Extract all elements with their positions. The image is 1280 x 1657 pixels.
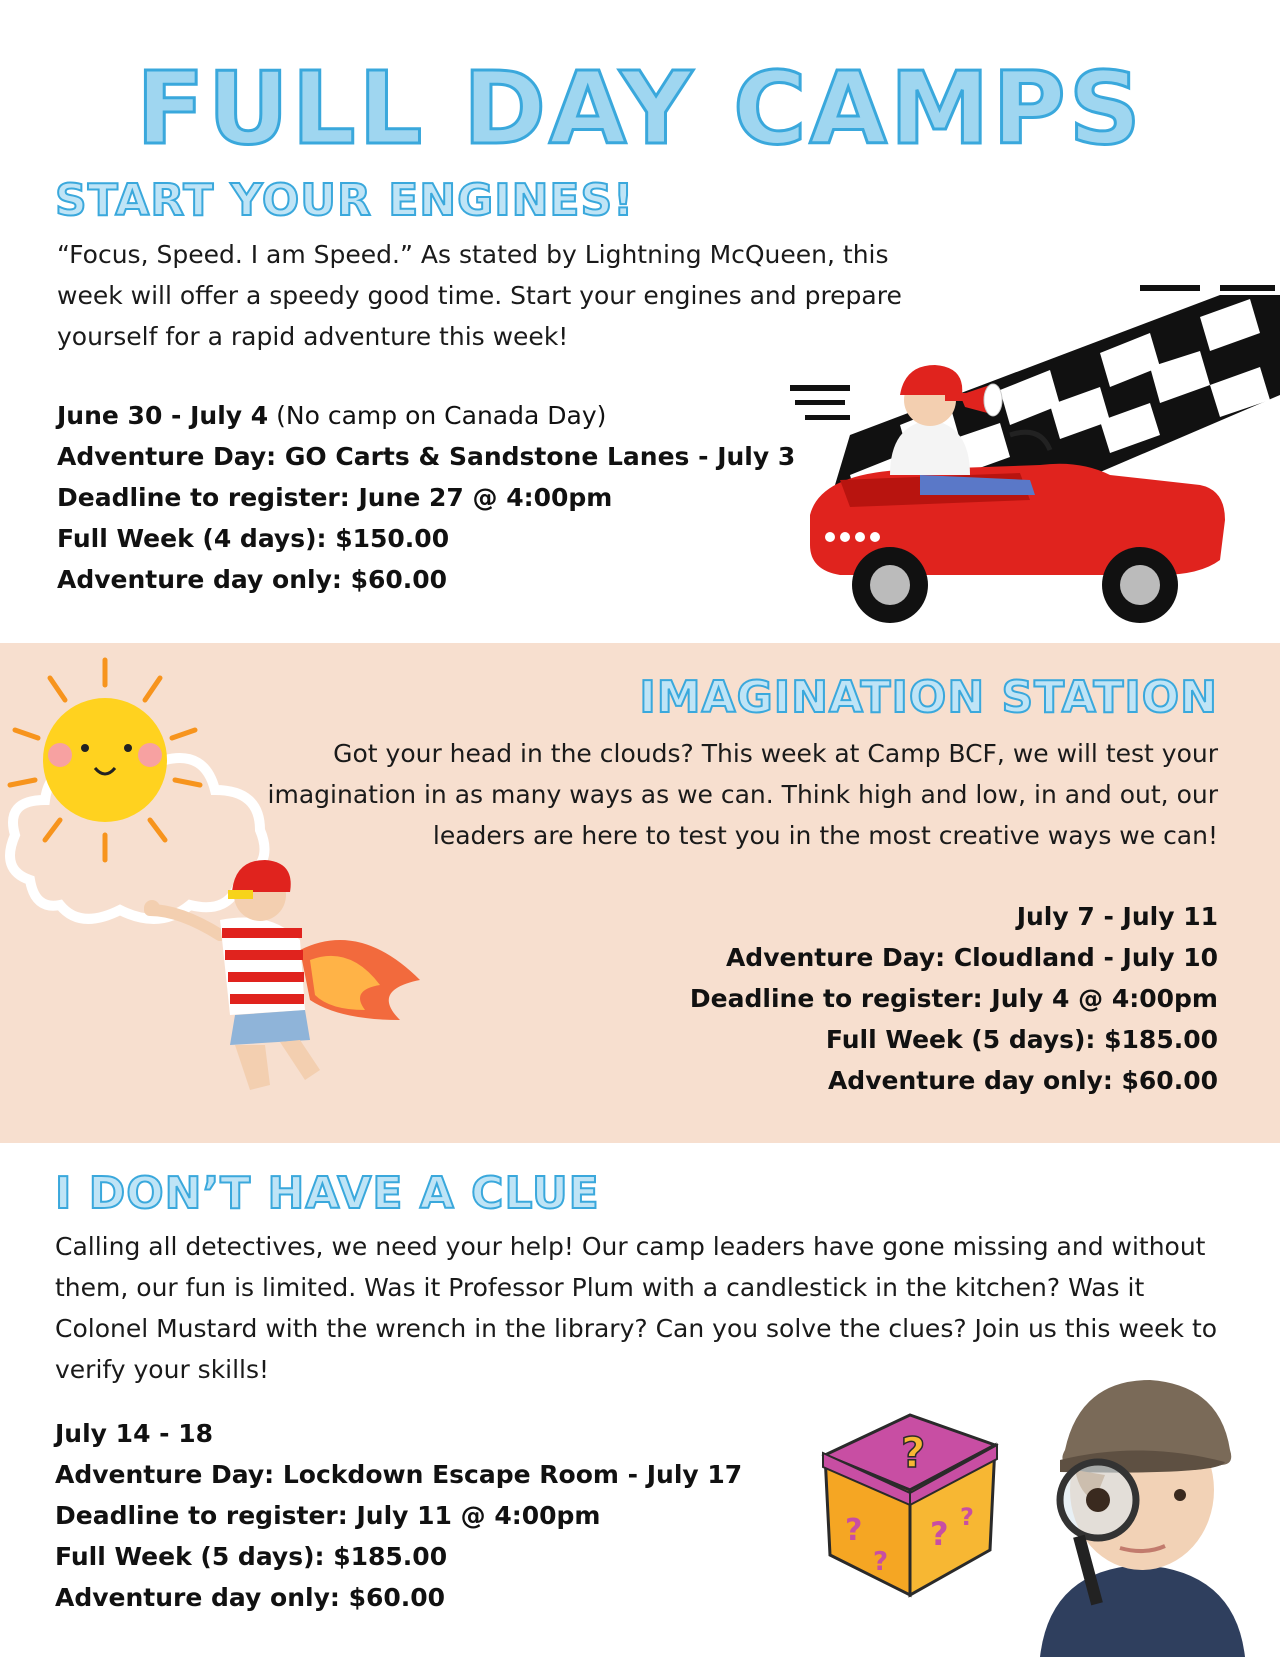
deadline: Deadline to register: July 4 @ 4:00pm [689,984,1218,1013]
full-week-price: Full Week (5 days): $185.00 [825,1025,1218,1054]
adventure-day: Adventure Day: GO Carts & Sandstone Lanes - July 3 [57,442,796,471]
detective-boy-image [1020,1370,1265,1657]
mystery-box-image [815,1405,1005,1600]
jumping-child-image [140,860,430,1120]
dates-line [57,395,795,436]
race-car-image [780,275,1280,645]
dates: June 30 - July 4 [57,401,269,430]
detective-boy-icon [1040,1380,1245,1657]
adventure-day: Adventure Day: Cloudland - July 10 [725,943,1218,972]
dates-note: (No camp on Canada Day) [268,401,607,430]
svg-text:?: ? [930,1515,949,1553]
svg-text:?: ? [960,1503,974,1531]
full-week-price: Full Week (5 days): $185.00 [55,1542,448,1571]
section-title-clue: I DON’T HAVE A CLUE [55,1168,600,1219]
dates: July 14 - 18 [55,1419,214,1448]
section-details-clue [55,1413,742,1618]
section-title-engines: START YOUR ENGINES! [55,175,635,226]
section-details-imagination [690,896,1218,1101]
rocket-flame-icon [300,940,420,1020]
svg-text:?: ? [873,1547,889,1577]
adventure-only-price: Adventure day only: $60.00 [55,1583,446,1612]
deadline: Deadline to register: June 27 @ 4:00pm [57,483,613,512]
adventure-only-price: Adventure day only: $60.00 [827,1066,1218,1095]
full-week-price: Full Week (4 days): $150.00 [57,524,450,553]
section-description-imagination: Got your head in the clouds? This week at Camp BCF, we will test your imagination in as many ways as we can. Think high and low, in and out, our leaders are here to test you in the most creative ways we can! [267,739,1218,850]
adventure-only-price: Adventure day only: $60.00 [57,565,448,594]
mystery-box-icon [823,1415,997,1595]
section-description-engines: “Focus, Speed. I am Speed.” As stated by Lightning McQueen, this week will offer a speedy good time. Start your engines and prepare yourself for a rapid adventure this week! [57,240,902,351]
section-description-clue: Calling all detectives, we need your help! Our camp leaders have gone missing and without them, our fun is limited. Was it Professor Plum with a candlestick in the kitchen? Was it Colonel Mustard with the wrench in the library? Can you solve the clues? Join us this week to verify your skills! [55,1232,1218,1384]
svg-text:?: ? [901,1428,926,1477]
section-title-imagination: IMAGINATION STATION [639,672,1218,723]
deadline: Deadline to register: July 11 @ 4:00pm [55,1501,601,1530]
dates: July 7 - July 11 [1016,902,1218,931]
section-details-engines [57,395,795,600]
page-title: FULL DAY CAMPS [136,50,1144,167]
svg-text:?: ? [845,1513,863,1548]
adventure-day: Adventure Day: Lockdown Escape Room - July 17 [55,1460,743,1489]
jumping-child-icon [144,860,320,1090]
